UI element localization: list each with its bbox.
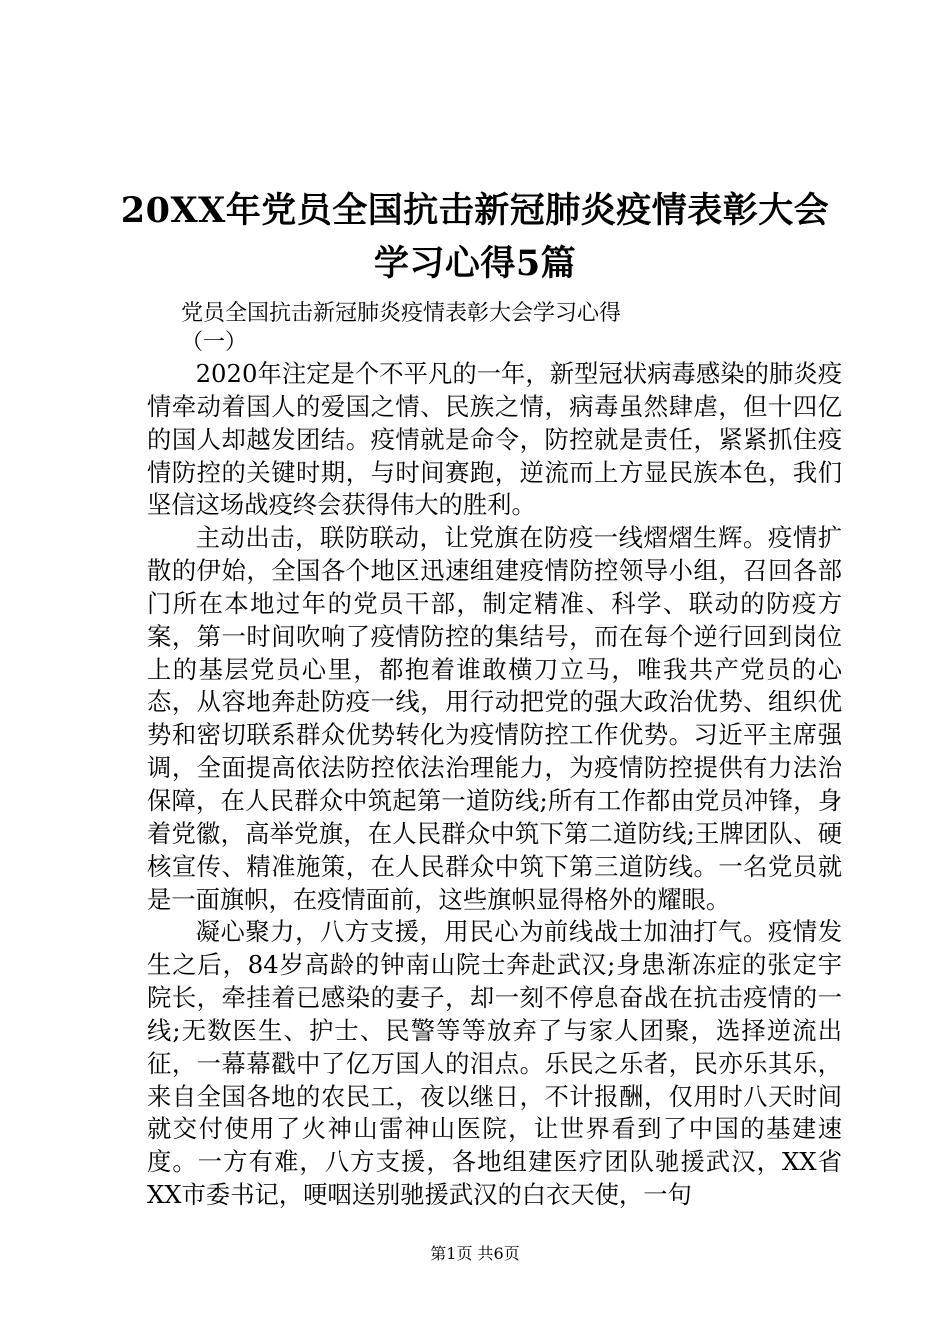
document-title-line-1: 20XX年党员全国抗击新冠肺炎疫情表彰大会 bbox=[120, 190, 830, 231]
section-number: （一） bbox=[181, 330, 248, 355]
page-footer: 第1页 共6页 bbox=[430, 1244, 520, 1263]
body-paragraph-3: 凝心聚力，八方支援，用民心为前线战士加油打气。疫情发生之后，84岁高龄的钟南山院士奔赴武汉;身患渐冻症的张定宇院长，牵挂着已感染的妻子，却一刻不停息奋战在抗击疫情的一线;无数医生、护士、民警等等放弃了与家人团聚，选择逆流出征，一幕幕戳中了亿万国人的泪点。乐民之乐者，民亦乐其乐，来自全国各地的农民工，夜以继日，不计报酬，仅用时八天时间就交付使用了火神山雷神山医院，让世界看到了中国的基建速度。一方有难，八方支援，各地组建医疗团队驰援武汉，XX省XX市委书记，哽咽送别驰援武汉的白衣天使，一句 bbox=[147, 917, 842, 1210]
section-subtitle: 党员全国抗击新冠肺炎疫情表彰大会学习心得 bbox=[181, 301, 622, 326]
document-title-line-2: 学习心得5篇 bbox=[373, 243, 577, 284]
body-paragraph-2: 主动出击，联防联动，让党旗在防疫一线熠熠生辉。疫情扩散的伊始，全国各个地区迅速组建疫情防控领导小组，召回各部门所在本地过年的党员干部，制定精准、科学、联动的防疫方案，第一时间吹响了疫情防控的集结号，而在每个逆行回到岗位上的基层党员心里，都抱着谁敢横刀立马，唯我共产党员的心态，从容地奔赴防疫一线，用行动把党的强大政治优势、组织优势和密切联系群众优势转化为疫情防控工作优势。习近平主席强调，全面提高依法防控依法治理能力，为疫情防控提供有力法治保障，在人民群众中筑起第一道防线;所有工作都由党员冲锋，身着党徽，高举党旗，在人民群众中筑下第二道防线;王牌团队、硬核宣传、精准施策，在人民群众中筑下第三道防线。一名党员就是一面旗帜，在疫情面前，这些旗帜显得格外的耀眼。 bbox=[147, 523, 842, 914]
body-paragraph-1: 2020年注定是个不平凡的一年，新型冠状病毒感染的肺炎疫情牵动着国人的爱国之情、民族之情，病毒虽然肆虐，但十四亿的国人却越发团结。疫情就是命令，防控就是责任，紧紧抓住疫情防控的关键时期，与时间赛跑，逆流而上方显民族本色，我们坚信这场战疫终会获得伟大的胜利。 bbox=[147, 359, 842, 520]
document-body bbox=[147, 358, 842, 1212]
